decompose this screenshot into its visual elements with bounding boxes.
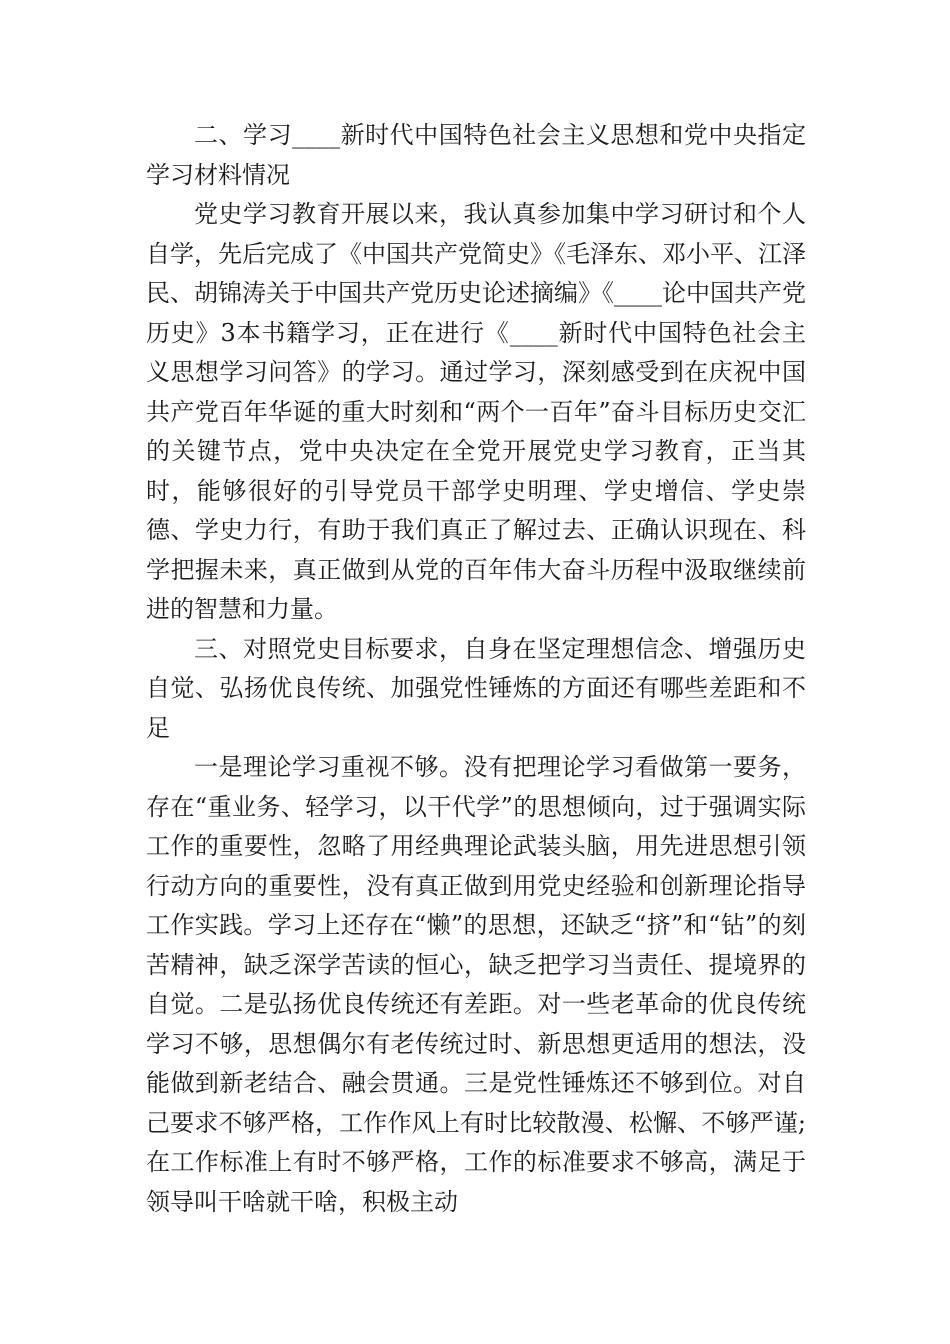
section-heading-3: 三、对照党史目标要求，自身在坚定理想信念、增强历史自觉、弘扬优良传统、加强党性锤炼的方面还有哪些差距和不足 [146, 634, 806, 742]
document-body [146, 116, 806, 1222]
paragraph-shortcomings: 一是理论学习重视不够。没有把理论学习看做第一要务，存在“重业务、轻学习，以干代学”的思想倾向，过于强调实际工作的重要性，忽略了用经典理论武装头脑，用先进思想引领行动方向的重要性，没有真正做到用党史经验和创新理论指导工作实践。学习上还存在“懒”的思想，还缺乏“挤”和“钻”的刻苦精神，缺乏深学苦读的恒心，缺乏把学习当责任、提境界的自觉。二是弘扬优良传统还有差距。对一些老革命的优良传统学习不够，思想偶尔有老传统过时、新思想更适用的想法，没能做到新老结合、融会贯通。三是党性锤炼还不够到位。对自己要求不够严格，工作作风上有时比较散漫、松懈、不够严谨;在工作标准上有时不够严格，工作的标准要求不够高，满足于领导叫干啥就干啥，积极主动 [146, 753, 806, 1216]
section-heading-2: 二、学习____新时代中国特色社会主义思想和党中央指定学习材料情况 [146, 121, 806, 189]
paragraph-study-progress: 党史学习教育开展以来，我认真参加集中学习研讨和个人自学，先后完成了《中国共产党简史》《毛泽东、邓小平、江泽民、胡锦涛关于中国共产党历史论述摘编》《____论中国共产党历史》3本书籍学习，正在进行《____新时代中国特色社会主义思想学习问答》的学习。通过学习，深刻感受到在庆祝中国共产党百年华诞的重大时刻和“两个一百年”奋斗目标历史交汇的关键节点，党中央决定在全党开展党史学习教育，正当其时，能够很好的引导党员干部学史明理、学史增信、学史崇德、学史力行，有助于我们真正了解过去、正确认识现在、科学把握未来，真正做到从党的百年伟大奋斗历程中汲取继续前进的智慧和力量。 [146, 200, 806, 623]
